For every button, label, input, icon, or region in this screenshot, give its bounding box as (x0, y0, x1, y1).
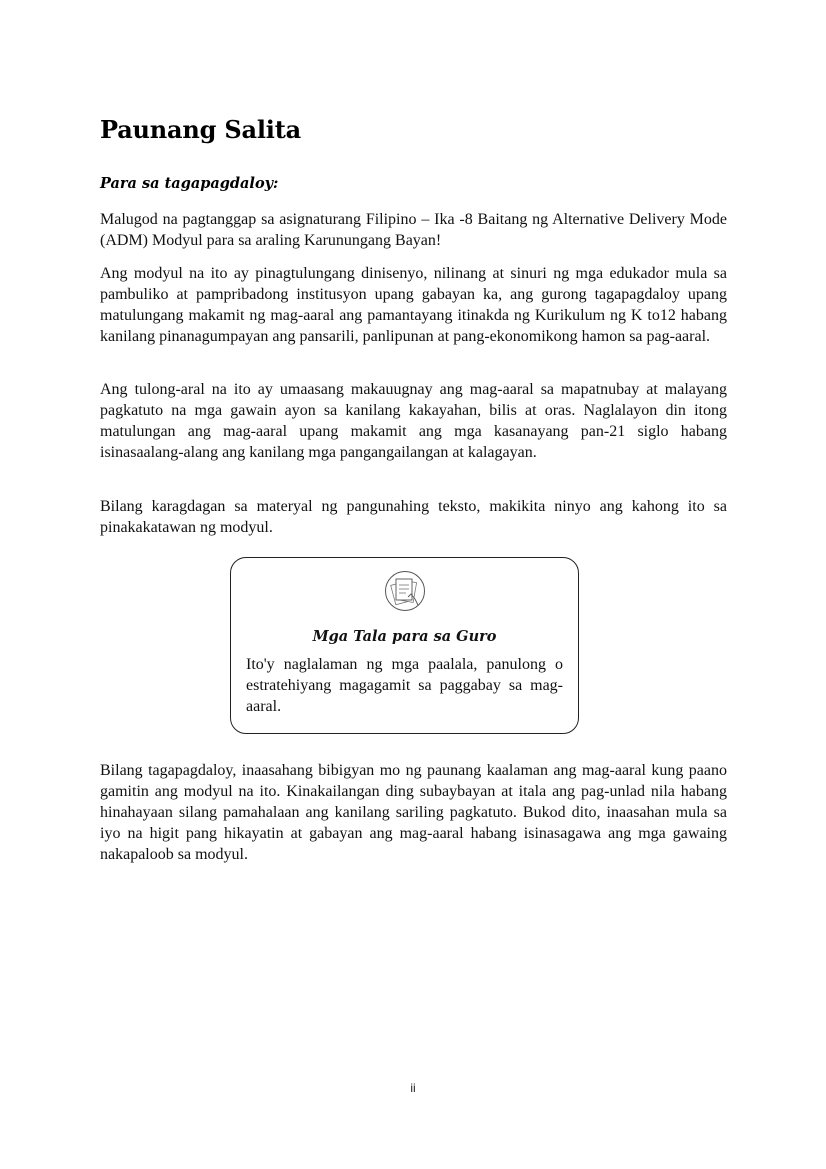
page-number: ii (410, 1081, 416, 1095)
paragraph-additional-material: Bilang karagdagan sa materyal ng pangunahing teksto, makikita ninyo ang kahong ito sa pinakakatawan ng modyul. (100, 498, 727, 536)
note-box-body: Ito'y naglalaman ng mga paalala, panulong o estratehiyang magagamit sa paggabay sa mag-aaral. (246, 656, 563, 715)
paragraph-welcome: Malugod na pagtanggap sa asignaturang Filipino – Ika -8 Baitang ng Alternative Delivery Mode (ADM) Modyul para sa araling Karunungang Bayan! (100, 211, 727, 249)
note-box-title: Mga Tala para sa Guro (312, 628, 497, 645)
teacher-notes-icon (384, 570, 426, 612)
page-title: Paunang Salita (100, 115, 301, 144)
paragraph-learning-aid: Ang tulong-aral na ito ay umaasang makauugnay ang mag-aaral sa mapatnubay at malayang pagkatuto na mga gawain ayon sa kanilang kakayahan, bilis at oras. Naglalayon din itong matulungan ang mag-aaral upang makamit ang mga kasanayang pan-21 siglo habang isinasaalang-alang ang kanilang mga pangangailangan at kalagayan. (100, 381, 727, 461)
paragraph-module-design: Ang modyul na ito ay pinagtulungang dinisenyo, nilinang at sinuri ng mga edukador mula sa pambuliko at pampribadong institusyon upang gabayan ka, ang gurong tagapagdaloy upang matulungang makamit ng mag-aaral ang pamantayang itinakda ng Kurikulum ng K to12 habang kanilang pinanagumpayan ang pansarili, panlipunan at pang-ekonomikong hamon sa pag-aaral. (100, 265, 727, 345)
paragraph-facilitator-role: Bilang tagapagdaloy, inaasahang bibigyan mo ng paunang kaalaman ang mag-aaral kung paano gamitin ang modyul na ito. Kinakailangan ding subaybayan at itala ang pag-unlad nila habang hinahayaan silang pamahalaan ang kanilang sariling pagkatuto. Bukod dito, inaasahan mula sa iyo na higit pang hikayatin at gabayan ang mag-aaral habang isinasagawa ang mga gawaing nakapaloob sa modyul. (100, 762, 727, 863)
teacher-notes-box (230, 557, 579, 734)
section-subtitle: Para sa tagapagdaloy: (100, 175, 279, 192)
